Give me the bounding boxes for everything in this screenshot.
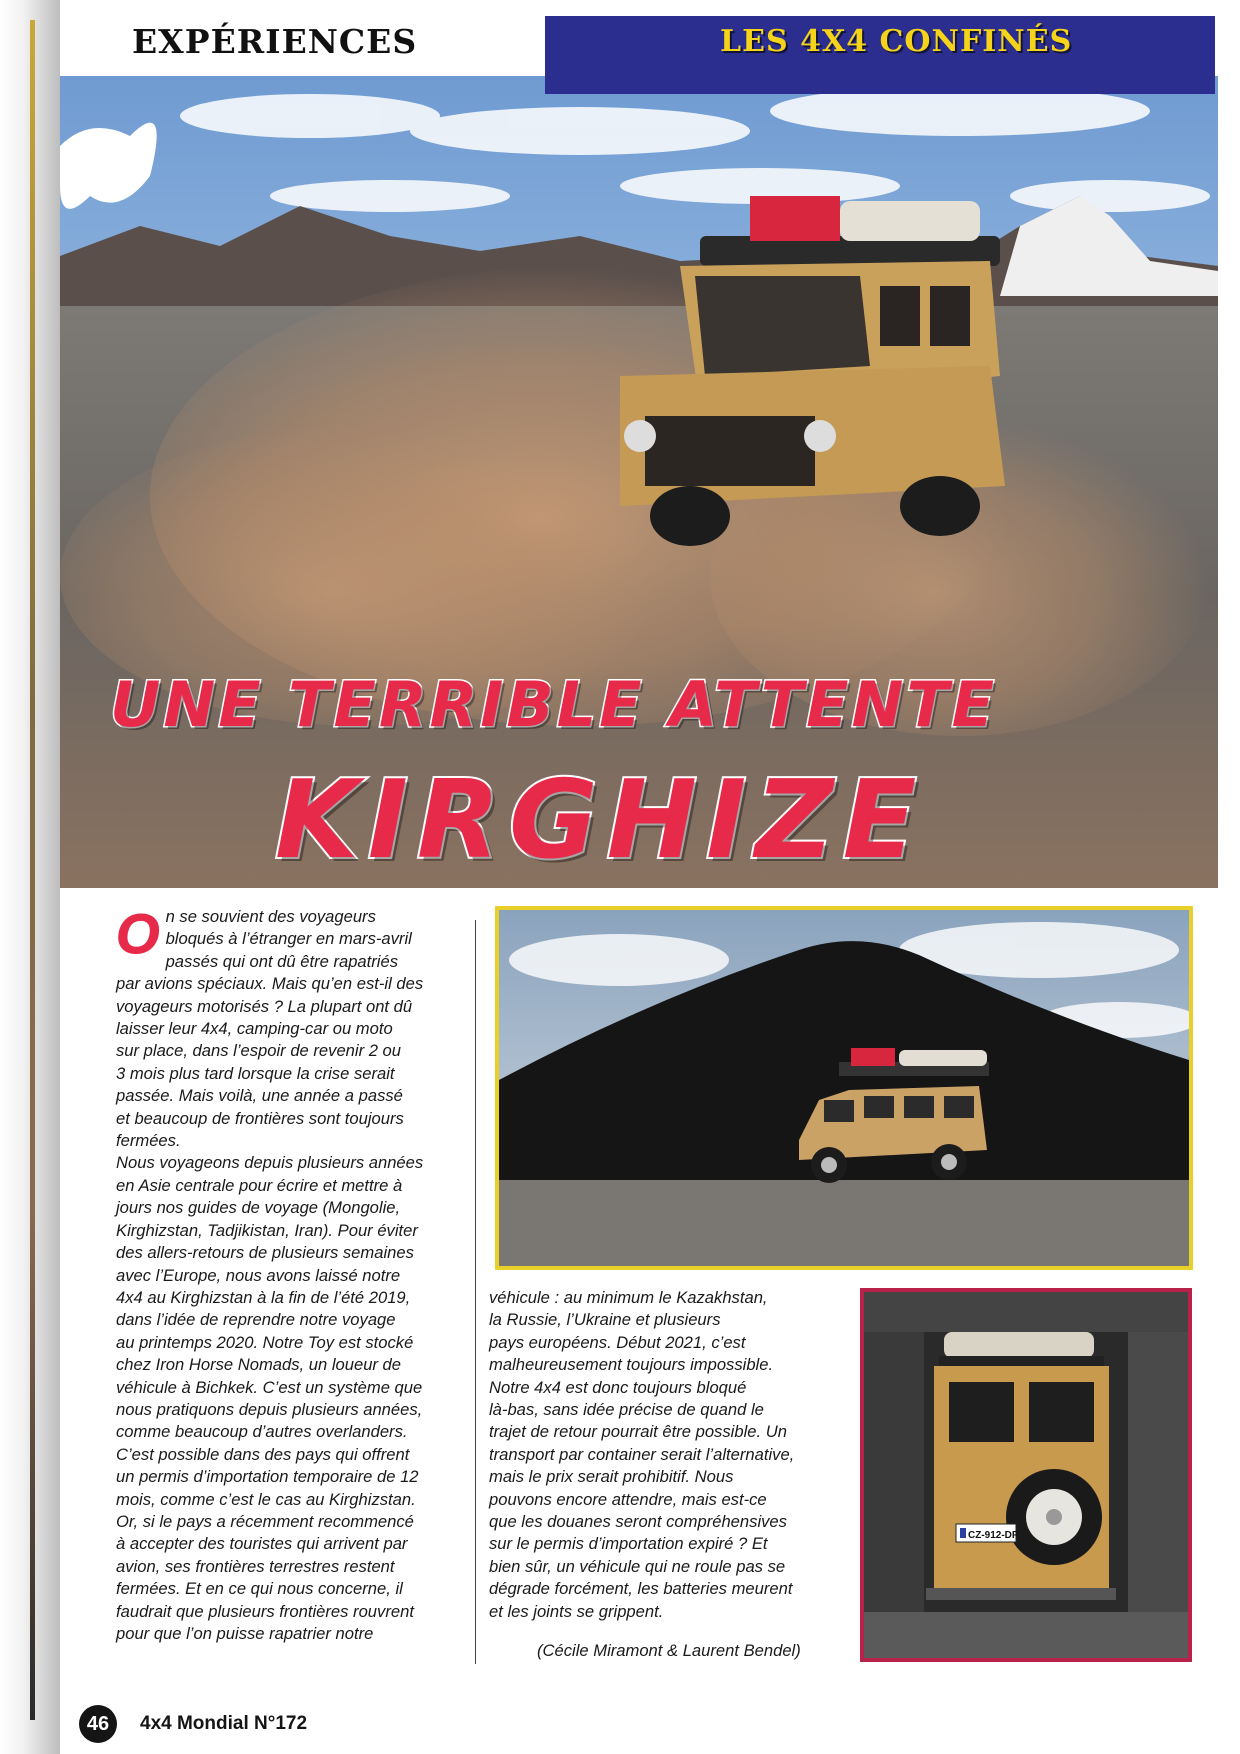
photo-vehicle-storage-illustration — [864, 1292, 1188, 1658]
column-1-line: n se souvient des voyageurs — [165, 907, 376, 926]
photo-vehicle-hill-illustration — [499, 910, 1189, 1266]
column-2-line: là-bas, sans idée précise de quand le — [489, 1400, 764, 1420]
photo-vehicle-rear — [926, 1332, 1116, 1600]
column-2-line: pouvons encore attendre, mais est-ce — [489, 1489, 767, 1509]
column-2-line: Notre 4x4 est donc toujours bloqué — [489, 1377, 747, 1397]
headline-line1: UNE TERRIBLE ATTENTE — [110, 668, 998, 741]
column-1-line: avec l’Europe, nous avons laissé notre — [116, 1265, 401, 1285]
column-1-line: par avions spéciaux. Mais qu’en est-il des — [116, 974, 424, 994]
column-2-line: bien sûr, un véhicule qui ne roule pas se — [489, 1556, 786, 1576]
column-1-line: bloqués à l’étranger en mars-avril — [165, 929, 412, 949]
column-divider — [475, 920, 476, 1664]
headline-line2: KIRGHIZE — [275, 758, 926, 883]
column-2-line: trajet de retour pourrait être possible. Un — [489, 1422, 787, 1442]
column-1-line: nous pratiquons depuis plusieurs années, — [116, 1399, 423, 1419]
column-1-line: passés qui ont dû être rapatriés — [165, 951, 399, 971]
column-1-line: dans l’idée de reprendre notre voyage — [116, 1310, 396, 1330]
column-1-line: jours nos guides de voyage (Mongolie, — [116, 1198, 401, 1218]
column-1-line: avion, ses frontières terrestres restent — [116, 1556, 395, 1576]
column-1-line: voyageurs motorisés ? La plupart ont dû — [116, 996, 413, 1016]
column-1-line: véhicule à Bichkek. C’est un système que — [116, 1377, 423, 1397]
column-2-line: sur le permis d’importation expiré ? Et — [489, 1534, 768, 1554]
column-1-line: passée. Mais voilà, une année a passé — [116, 1086, 403, 1106]
column-1-line: laisser leur 4x4, camping-car ou moto — [116, 1019, 393, 1039]
article-column-1 — [116, 902, 471, 1645]
column-1-line: mois, comme c’est le cas au Kirghizstan. — [116, 1489, 416, 1509]
column-1-line: comme beaucoup d’autres overlanders. — [116, 1422, 408, 1442]
column-1-line: chez Iron Horse Nomads, un loueur de — [116, 1355, 402, 1375]
series-label: LES 4X4 CONFINÉS — [720, 24, 1073, 59]
photo-vehicle-hill — [495, 906, 1193, 1270]
photo-vehicle-storage — [860, 1288, 1192, 1662]
column-1-line: à accepter des touristes qui arrivent par — [116, 1534, 408, 1554]
column-2-line: véhicule : au minimum le Kazakhstan, — [489, 1288, 768, 1307]
spine-binding — [30, 20, 35, 1720]
magazine-issue: 4x4 Mondial N°172 — [140, 1713, 308, 1734]
column-1-line: et beaucoup de frontières sont toujours — [116, 1108, 404, 1128]
column-2-lines — [489, 1287, 845, 1623]
column-1-line: au printemps 2020. Notre Toy est stocké — [116, 1332, 414, 1352]
column-1-line: 4x4 au Kirghizstan à la fin de l’été 2019, — [116, 1287, 411, 1307]
page-number: 46 — [79, 1705, 117, 1743]
column-1-line: sur place, dans l’espoir de revenir 2 ou — [116, 1041, 402, 1061]
column-2-line: malheureusement toujours impossible. — [489, 1355, 774, 1375]
page-spine — [0, 0, 60, 1754]
column-1-line: C’est possible dans des pays qui offrent — [116, 1444, 410, 1464]
column-1-line: fermées. — [116, 1131, 181, 1151]
column-1-line: Or, si le pays a récemment recommencé — [116, 1511, 414, 1531]
column-1-line: 3 mois plus tard lorsque la crise serait — [116, 1063, 395, 1083]
column-2-line: mais le prix serait prohibitif. Nous — [489, 1467, 734, 1487]
column-2-line: que les douanes seront compréhensives — [489, 1512, 787, 1532]
column-1-line: en Asie centrale pour écrire et mettre à — [116, 1175, 403, 1195]
column-1-lines — [116, 902, 471, 1645]
column-1-line: Nous voyageons depuis plusieurs années — [116, 1153, 424, 1173]
column-2-line: transport par container serait l’alternative, — [489, 1444, 795, 1464]
column-1-line: pour que l’on puisse rapatrier notre — [116, 1624, 374, 1643]
column-2-line: pays européens. Début 2021, c’est — [489, 1332, 746, 1352]
license-plate: CZ-912-DP — [968, 1530, 1019, 1541]
section-label: EXPÉRIENCES — [132, 22, 418, 61]
article-credit: (Cécile Miramont & Laurent Bendel) — [537, 1641, 801, 1660]
column-1-line: faudrait que plusieurs frontières rouvrent — [116, 1601, 414, 1621]
column-1-line: Kirghizstan, Tadjikistan, Iran). Pour éviter — [116, 1220, 418, 1240]
column-2-line: la Russie, l’Ukraine et plusieurs — [489, 1310, 721, 1330]
article-column-2 — [489, 1287, 845, 1623]
column-2-line: et les joints se grippent. — [489, 1601, 664, 1621]
column-2-line: dégrade forcément, les batteries meurent — [489, 1579, 793, 1599]
column-1-line: fermées. Et en ce qui nous concerne, il — [116, 1579, 403, 1599]
drop-cap: O — [116, 902, 160, 965]
column-1-line: un permis d’importation temporaire de 12 — [116, 1467, 419, 1487]
column-1-line: des allers-retours de plusieurs semaines — [116, 1243, 414, 1263]
